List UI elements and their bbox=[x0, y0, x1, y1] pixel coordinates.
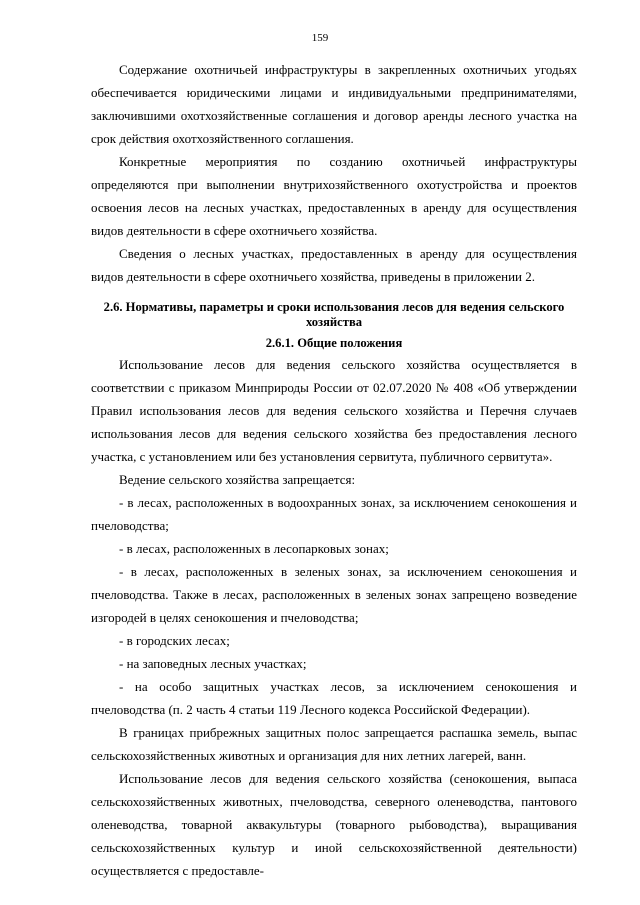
page-number: 159 bbox=[311, 32, 329, 44]
list-item: - на заповедных лесных участках; bbox=[119, 655, 307, 671]
paragraph: Сведения о лесных участках, предоставленных в аренду для осуществления видов деятельности в сфере охотничьего хозяйства, приведены в приложении 2. bbox=[91, 246, 577, 284]
paragraph: Содержание охотничьей инфраструктуры в закрепленных охотничьих угодьях обеспечивается юридическими лицами и индивидуальными предпринимателями, заключившими охотхозяйственные соглашения и договор аренды лесного участка на срок действия охотхозяйственного соглашения. bbox=[91, 62, 577, 146]
paragraph: Ведение сельского хозяйства запрещается: bbox=[119, 471, 356, 487]
paragraph: Использование лесов для ведения сельского хозяйства осуществляется в соответствии с приказом Минприроды России от 02.07.2020 № 408 «Об утверждении Правил использования лесов для ведения сельского хозяйства и Перечня случаев использования лесов для ведения сельского хозяйства без предоставления лесного участка, с установлением или без установления сервитута, публичного сервитута». bbox=[91, 356, 577, 464]
list-item: - на особо защитных участках лесов, за исключением сенокошения и пчеловодства (п. 2 часть 4 статьи 119 Лесного кодекса Российской Федерации). bbox=[91, 678, 577, 717]
list-item: - в лесах, расположенных в водоохранных зонах, за исключением сенокошения и пчеловодства; bbox=[91, 494, 577, 533]
list-item: - в лесах, расположенных в зеленых зонах, за исключением сенокошения и пчеловодства. Также в лесах, расположенных в зеленых зонах запрещено возведение изгородей в целях сенокошения и пчеловодства; bbox=[91, 563, 577, 625]
list-item: - в городских лесах; bbox=[119, 632, 230, 648]
paragraph: Конкретные мероприятия по созданию охотничьей инфраструктуры определяются при выполнении внутрихозяйственного охотустройства и проектов освоения лесов на лесных участках, предоставленных в аренду для осуществления видов деятельности в сфере охотничьего хозяйства. bbox=[91, 154, 577, 238]
paragraph: Использование лесов для ведения сельского хозяйства (сенокошения, выпаса сельскохозяйственных животных, пчеловодства, северного оленеводства, пантового оленеводства, товарной аквакультуры (товарного рыбоводства), выращивания сельскохозяйственных культур и иной сельскохозяйственной деятельности) осуществляется с предоставле- bbox=[91, 770, 577, 878]
subsection-heading: 2.6.1. Общие положения bbox=[265, 336, 403, 350]
section-heading: 2.6. Нормативы, параметры и сроки использования лесов для ведения сельского хозяйства bbox=[103, 300, 565, 329]
paragraph: В границах прибрежных защитных полос запрещается распашка земель, выпас сельскохозяйственных животных и организация для них летних лагерей, ванн. bbox=[91, 724, 577, 763]
page-content bbox=[91, 58, 577, 882]
list-item: - в лесах, расположенных в лесопарковых зонах; bbox=[119, 540, 389, 556]
